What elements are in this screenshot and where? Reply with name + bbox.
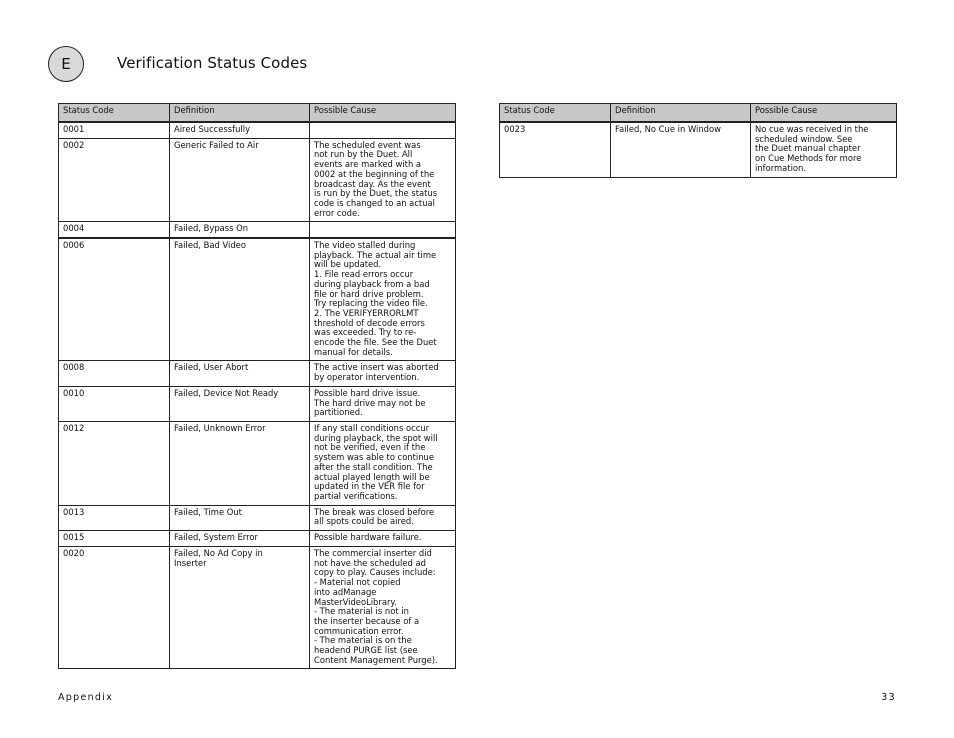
definition-cell: Failed, System Error xyxy=(170,531,310,547)
status-code-cell: 0008 xyxy=(59,361,170,386)
definition-cell: Failed, User Abort xyxy=(170,361,310,386)
page-number: 33 xyxy=(881,692,896,703)
possible-cause-cell: The active insert was aborted by operator intervention. xyxy=(310,361,456,386)
possible-cause-cell: The video stalled during playback. The actual air time will be updated. 1. File read errors occur during playback from a bad file or hard drive problem. Try replacing the video file. 2. The VERIFYERRORLMT threshold of decode errors was exceeded. Try to re- encode the file. See the Duet manual for details. xyxy=(310,238,456,361)
column-header-possible-cause: Possible Cause xyxy=(751,104,897,123)
possible-cause-cell xyxy=(310,222,456,238)
definition-cell: Failed, Unknown Error xyxy=(170,421,310,505)
column-header-definition: Definition xyxy=(170,104,310,123)
status-code-cell: 0004 xyxy=(59,222,170,238)
appendix-badge: E xyxy=(48,46,84,82)
column-header-possible-cause: Possible Cause xyxy=(310,104,456,123)
table-row xyxy=(59,421,456,505)
definition-cell: Failed, Time Out xyxy=(170,505,310,530)
footer-section-label: Appendix xyxy=(58,692,114,703)
status-code-cell: 0010 xyxy=(59,386,170,421)
definition-cell: Failed, Bypass On xyxy=(170,222,310,238)
status-codes-table-right xyxy=(499,103,897,178)
possible-cause-cell xyxy=(310,122,456,138)
table-row xyxy=(59,238,456,361)
possible-cause-cell: The break was closed before all spots could be aired. xyxy=(310,505,456,530)
possible-cause-cell: Possible hard drive issue. The hard drive may not be partitioned. xyxy=(310,386,456,421)
status-code-cell: 0006 xyxy=(59,238,170,361)
table-row xyxy=(59,531,456,547)
status-codes-table-left xyxy=(58,103,456,669)
table-header-row xyxy=(59,104,456,123)
status-code-cell: 0012 xyxy=(59,421,170,505)
page-title: Verification Status Codes xyxy=(117,54,308,72)
definition-cell: Generic Failed to Air xyxy=(170,138,310,222)
table-row xyxy=(59,386,456,421)
column-header-definition: Definition xyxy=(611,104,751,123)
column-header-status-code: Status Code xyxy=(59,104,170,123)
status-code-cell: 0013 xyxy=(59,505,170,530)
possible-cause-cell: Possible hardware failure. xyxy=(310,531,456,547)
possible-cause-cell: The scheduled event was not run by the Duet. All events are marked with a 0002 at the beginning of the broadcast day. As the event is run by the Duet, the status code is changed to an actual error code. xyxy=(310,138,456,222)
possible-cause-cell: No cue was received in the scheduled window. See the Duet manual chapter on Cue Methods for more information. xyxy=(751,122,897,177)
definition-cell: Failed, Device Not Ready xyxy=(170,386,310,421)
status-code-cell: 0002 xyxy=(59,138,170,222)
definition-cell: Aired Successfully xyxy=(170,122,310,138)
table-row xyxy=(59,222,456,238)
status-code-cell: 0020 xyxy=(59,547,170,669)
table-row xyxy=(59,547,456,669)
status-code-cell: 0023 xyxy=(500,122,611,177)
table-row xyxy=(59,122,456,138)
definition-cell: Failed, No Ad Copy in Inserter xyxy=(170,547,310,669)
table-header-row xyxy=(500,104,897,123)
column-header-status-code: Status Code xyxy=(500,104,611,123)
table-row xyxy=(59,138,456,222)
status-code-cell: 0001 xyxy=(59,122,170,138)
definition-cell: Failed, Bad Video xyxy=(170,238,310,361)
table-row xyxy=(59,505,456,530)
possible-cause-cell: If any stall conditions occur during playback, the spot will not be verified, even if the system was able to continue after the stall condition. The actual played length will be updated in the VER file for partial verifications. xyxy=(310,421,456,505)
status-code-cell: 0015 xyxy=(59,531,170,547)
possible-cause-cell: The commercial inserter did not have the scheduled ad copy to play. Causes include: - Material not copied into adManage MasterVideoLibrary. - The material is not in the inserter because of a communication error. - The material is on the headend PURGE list (see Content Management Purge). xyxy=(310,547,456,669)
table-row xyxy=(59,361,456,386)
definition-cell: Failed, No Cue in Window xyxy=(611,122,751,177)
table-row xyxy=(500,122,897,177)
